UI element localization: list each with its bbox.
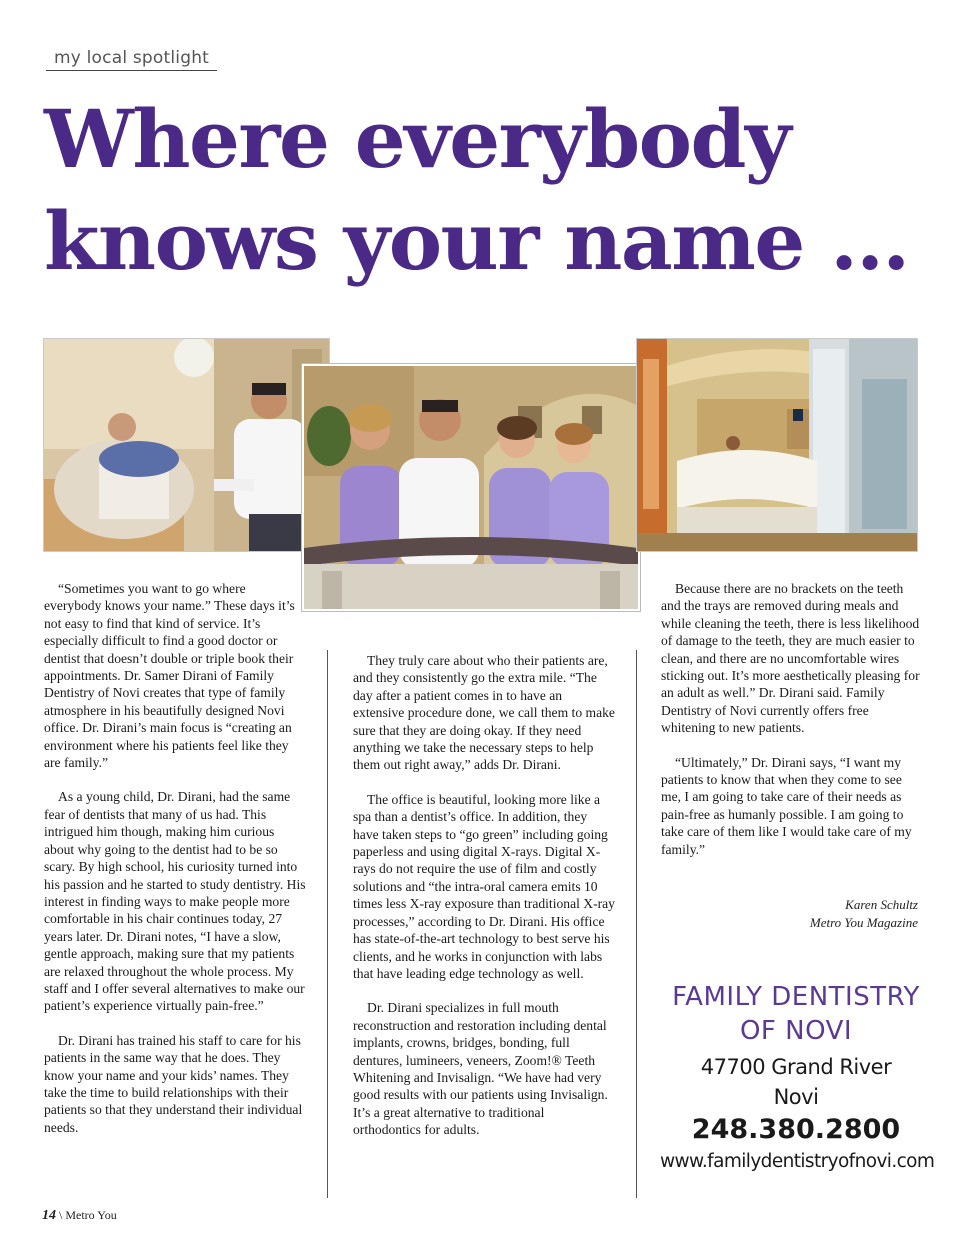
column-divider-2 [636, 650, 637, 1198]
publication-name: Metro You Magazine [809, 915, 918, 930]
reception-desk-photo [636, 338, 918, 552]
dentist-with-patient-photo [43, 338, 330, 552]
business-phone: 248.380.2800 [691, 1114, 901, 1145]
byline [810, 896, 918, 932]
column-divider-1 [327, 650, 328, 1198]
author-name: Karen Schultz [845, 897, 918, 912]
page-number: 14 [42, 1208, 56, 1223]
paragraph: “Sometimes you want to go where everybody knows your name.” These days it’s not easy to find that kind of service. It’s especially difficult to find a good doctor or dentist that doesn’t double or triple book their appointments. Dr. Samer Dirani of Family Dentistry of Novi creates that type of family atmosphere in his beautifully designed Novi office. Dr. Dirani’s main focus is “creating an environment where his patients feel like they are family.” [44, 581, 295, 771]
paragraph: As a young child, Dr. Dirani, had the same fear of dentists that many of us had. This intrigued him though, making him curious about why going to the dentist had to be so scary. By high school, his curiosity turned into his passion and he started to study dentistry. His interest in finding ways to make people more comfortable in his chair continues today, 27 years later. Dr. Dirani notes, “I have a slow, gentle approach, making sure that my patients are relaxed throughout the whole process. My staff and I offer several alternatives to make our patient’s experience virtually pain-free.” [44, 789, 306, 1014]
page-folio [42, 1208, 117, 1224]
paragraph: Because there are no brackets on the teeth and the trays are removed during meals and while cleaning the teeth, there is less likelihood of damage to the teeth, they are much easier to clean, and there are no uncomfortable wires sticking out. It’s more aesthetically pleasing for an adult as well.” Dr. Dirani said. Family Dentistry of Novi currently offers free whitening to new patients. [661, 581, 920, 736]
paragraph: “Ultimately,” Dr. Dirani says, “I want my patients to know that when they come to see me, I am going to take care of their needs as pain-free as humanly possible. I am going to take care of them like I would take care of my family.” [661, 754, 912, 857]
paragraph: Dr. Dirani has trained his staff to care for his patients in the same way that he does. They know your name and your kids’ names. They take the time to build relationships with their patients so that they understand their individual needs. [44, 1032, 303, 1135]
article-column-left [44, 580, 306, 1153]
dental-team-photo [302, 364, 640, 611]
business-url[interactable]: www.familydentistryofnovi.com [660, 1151, 935, 1172]
magazine-name: Metro You [65, 1208, 117, 1222]
paragraph: The office is beautiful, looking more like a spa than a dentist’s office. In addition, they have taken steps to “go green” including going paperless and using digital X-rays. Digital X-rays do not require the use of film and costly solutions and “the intra-oral camera emits 10 times less X-ray exposure than traditional X-ray processes,” according to Dr. Dirani. His office has state-of-the-art technology to best serve his clients, and he works in conjunction with labs that have leading edge technology as well. [353, 791, 615, 981]
article-column-middle [353, 652, 615, 1156]
article-column-right [661, 580, 923, 875]
business-city: Novi [773, 1085, 819, 1109]
section-kicker: my local spotlight [46, 48, 217, 71]
business-name-line1: FAMILY DENTISTRY [672, 982, 920, 1012]
business-ad [660, 980, 935, 1176]
paragraph: Dr. Dirani specializes in full mouth reconstruction and restoration including dental implants, crowns, bridges, bonding, full dentures, lumineers, veneers, Zoom!® Teeth Whitening and Invisalign. “We have had very good results with our patients using Invisalign. It’s a great alternative to traditional orthodontics for adults. [353, 1000, 608, 1138]
paragraph: They truly care about who their patients are, and they consistently go the extra mile. “The day after a patient comes in to have an extensive procedure done, we call them to make sure that they are doing okay. If they need anything we take the necessary steps to help them out right away,” adds Dr. Dirani. [353, 653, 615, 773]
business-street: 47700 Grand River [700, 1055, 892, 1079]
folio-separator: \ [59, 1208, 63, 1222]
business-name-line2: OF NOVI [739, 1016, 853, 1046]
article-headline: Where everybody knows your name … [44, 92, 909, 288]
